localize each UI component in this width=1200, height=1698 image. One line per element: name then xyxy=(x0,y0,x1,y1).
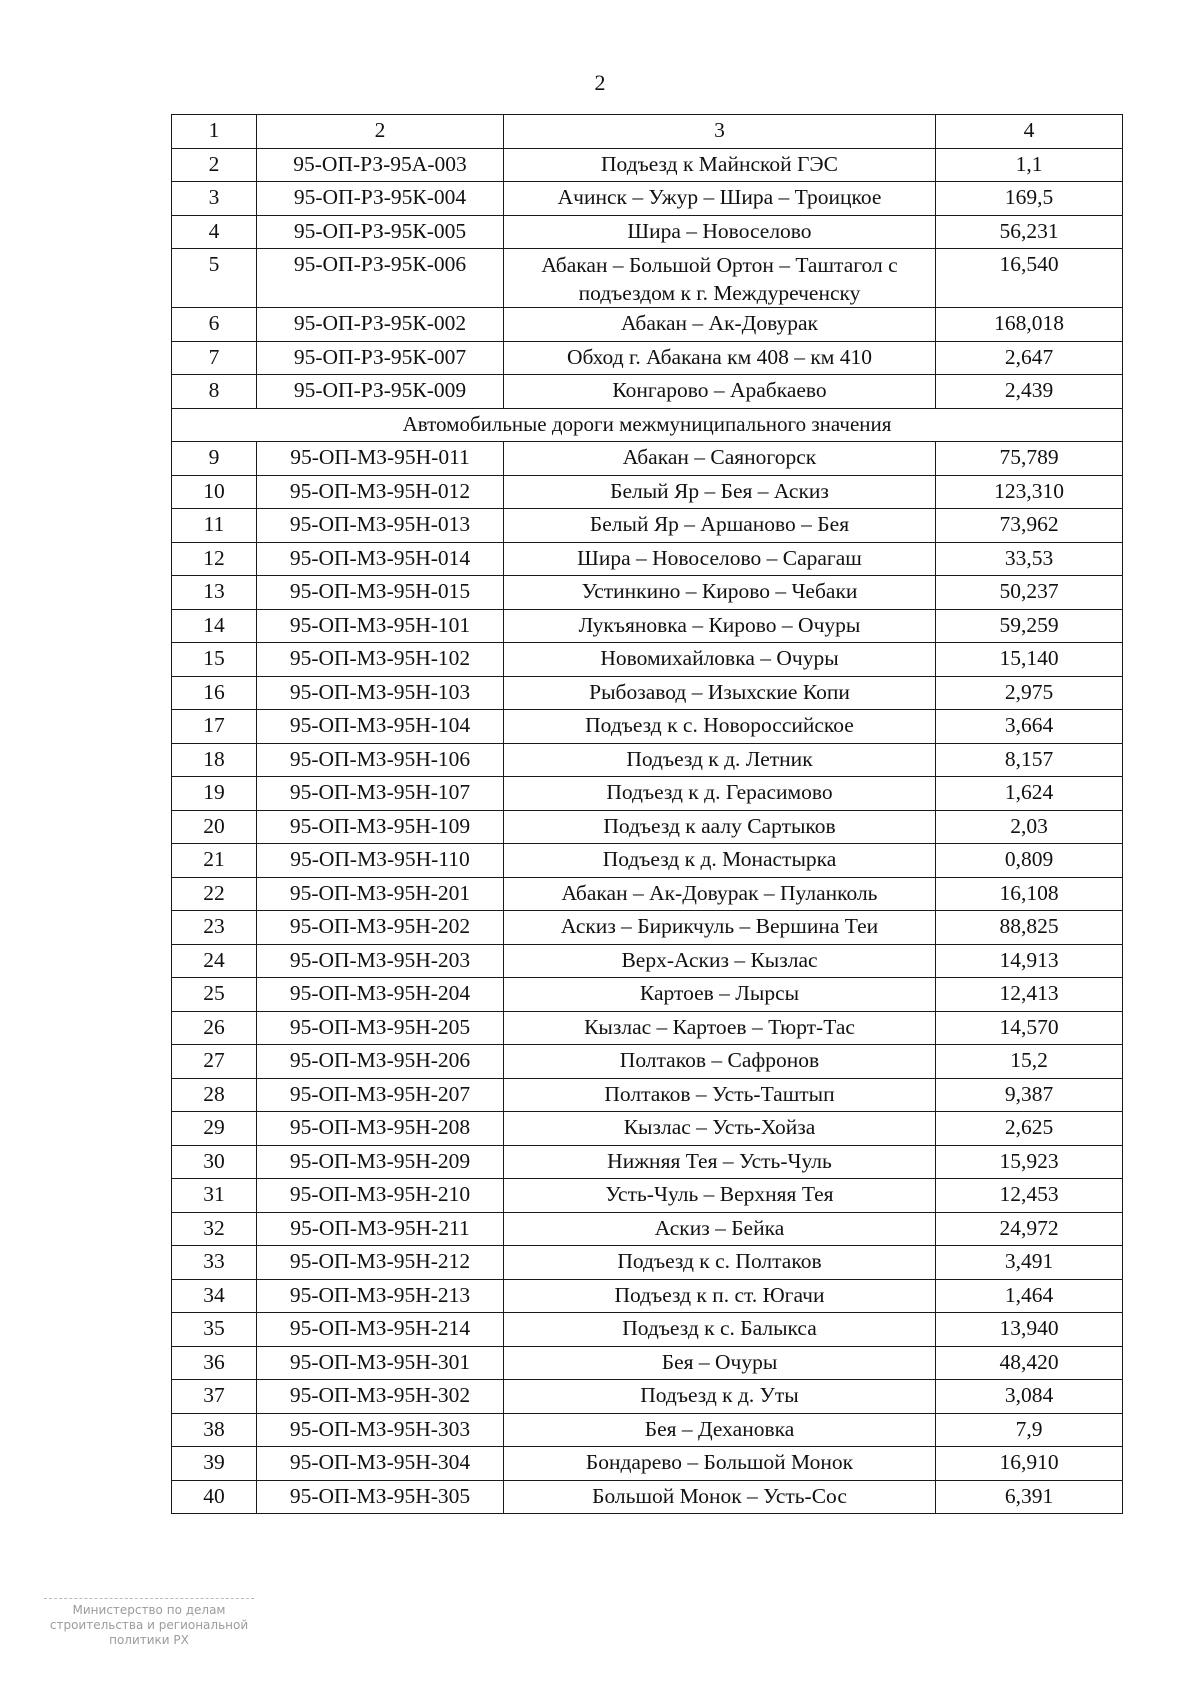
stamp-line: строительства и региональной xyxy=(49,1618,249,1632)
road-code-cell: 95-ОП-МЗ-95Н-102 xyxy=(257,643,504,677)
table-row xyxy=(172,375,1123,409)
row-number-cell: 30 xyxy=(172,1145,257,1179)
table-row xyxy=(172,475,1123,509)
road-code-cell: 95-ОП-МЗ-95Н-101 xyxy=(257,609,504,643)
table-row xyxy=(172,1346,1123,1380)
road-name-cell: Шира – Новоселово xyxy=(504,215,936,249)
length-cell: 15,140 xyxy=(936,643,1123,677)
row-number-cell: 6 xyxy=(172,308,257,342)
row-number-cell: 11 xyxy=(172,509,257,543)
table-row xyxy=(172,215,1123,249)
table-row xyxy=(172,1380,1123,1414)
length-cell: 56,231 xyxy=(936,215,1123,249)
road-code-cell: 95-ОП-МЗ-95Н-205 xyxy=(257,1011,504,1045)
road-code-cell: 95-ОП-МЗ-95Н-014 xyxy=(257,542,504,576)
length-cell: 16,540 xyxy=(936,249,1123,308)
road-name-cell: Бондарево – Большой Монок xyxy=(504,1447,936,1481)
road-name-cell: Лукъяновка – Кирово – Очуры xyxy=(504,609,936,643)
road-name-cell: Подъезд к Майнской ГЭС xyxy=(504,148,936,182)
road-code-cell: 95-ОП-РЗ-95К-007 xyxy=(257,341,504,375)
section-row xyxy=(172,408,1123,442)
ministry-stamp xyxy=(44,1598,254,1693)
road-code-cell: 95-ОП-МЗ-95Н-207 xyxy=(257,1078,504,1112)
table-row xyxy=(172,1011,1123,1045)
road-code-cell: 95-ОП-МЗ-95Н-302 xyxy=(257,1380,504,1414)
row-number-cell: 22 xyxy=(172,877,257,911)
table-row xyxy=(172,576,1123,610)
road-name-cell: Аскиз – Бейка xyxy=(504,1212,936,1246)
row-number-cell: 24 xyxy=(172,944,257,978)
stamp-line: Министерство по делам xyxy=(72,1603,226,1617)
length-cell: 75,789 xyxy=(936,442,1123,476)
road-name-cell: Кызлас – Усть-Хойза xyxy=(504,1112,936,1146)
table-row xyxy=(172,609,1123,643)
length-cell: 88,825 xyxy=(936,911,1123,945)
table-row xyxy=(172,743,1123,777)
table-row xyxy=(172,1112,1123,1146)
road-code-cell: 95-ОП-МЗ-95Н-211 xyxy=(257,1212,504,1246)
table-row xyxy=(172,1145,1123,1179)
table-row xyxy=(172,810,1123,844)
length-cell: 12,453 xyxy=(936,1179,1123,1213)
road-code-cell: 95-ОП-МЗ-95Н-011 xyxy=(257,442,504,476)
length-cell: 2,03 xyxy=(936,810,1123,844)
header-cell: 2 xyxy=(257,115,504,149)
row-number-cell: 39 xyxy=(172,1447,257,1481)
roads-table xyxy=(171,114,1123,1514)
row-number-cell: 40 xyxy=(172,1480,257,1514)
road-name-cell: Подъезд к с. Новороссийское xyxy=(504,710,936,744)
row-number-cell: 8 xyxy=(172,375,257,409)
road-name-cell: Подъезд к с. Полтаков xyxy=(504,1246,936,1280)
table-row xyxy=(172,1179,1123,1213)
road-code-cell: 95-ОП-МЗ-95Н-304 xyxy=(257,1447,504,1481)
row-number-cell: 15 xyxy=(172,643,257,677)
road-name-cell: Устинкино – Кирово – Чебаки xyxy=(504,576,936,610)
road-name-cell: Подъезд к аалу Сартыков xyxy=(504,810,936,844)
length-cell: 1,1 xyxy=(936,148,1123,182)
row-number-cell: 23 xyxy=(172,911,257,945)
road-code-cell: 95-ОП-МЗ-95Н-301 xyxy=(257,1346,504,1380)
header-cell: 4 xyxy=(936,115,1123,149)
length-cell: 3,084 xyxy=(936,1380,1123,1414)
road-name-cell: Абакан – Саяногорск xyxy=(504,442,936,476)
length-cell: 59,259 xyxy=(936,609,1123,643)
length-cell: 2,625 xyxy=(936,1112,1123,1146)
row-number-cell: 7 xyxy=(172,341,257,375)
road-code-cell: 95-ОП-РЗ-95К-004 xyxy=(257,182,504,216)
length-cell: 12,413 xyxy=(936,978,1123,1012)
road-code-cell: 95-ОП-МЗ-95Н-210 xyxy=(257,1179,504,1213)
length-cell: 50,237 xyxy=(936,576,1123,610)
table-row xyxy=(172,1078,1123,1112)
road-name-cell: Подъезд к д. Летник xyxy=(504,743,936,777)
length-cell: 6,391 xyxy=(936,1480,1123,1514)
table-row xyxy=(172,509,1123,543)
road-code-cell: 95-ОП-РЗ-95А-003 xyxy=(257,148,504,182)
length-cell: 169,5 xyxy=(936,182,1123,216)
length-cell: 15,2 xyxy=(936,1045,1123,1079)
row-number-cell: 19 xyxy=(172,777,257,811)
road-name-cell: Абакан – Большой Ортон – Таштагол с подъездом к г. Междуреченску xyxy=(504,249,936,308)
length-cell: 13,940 xyxy=(936,1313,1123,1347)
table-row xyxy=(172,1246,1123,1280)
row-number-cell: 16 xyxy=(172,676,257,710)
table-row xyxy=(172,341,1123,375)
length-cell: 2,647 xyxy=(936,341,1123,375)
road-code-cell: 95-ОП-РЗ-95К-006 xyxy=(257,249,504,308)
road-code-cell: 95-ОП-МЗ-95Н-109 xyxy=(257,810,504,844)
table-row xyxy=(172,944,1123,978)
road-name-cell: Полтаков – Усть-Таштып xyxy=(504,1078,936,1112)
table-row xyxy=(172,542,1123,576)
table-row xyxy=(172,877,1123,911)
length-cell: 16,108 xyxy=(936,877,1123,911)
road-code-cell: 95-ОП-МЗ-95Н-202 xyxy=(257,911,504,945)
row-number-cell: 32 xyxy=(172,1212,257,1246)
row-number-cell: 12 xyxy=(172,542,257,576)
table-row xyxy=(172,1447,1123,1481)
road-name-cell: Кызлас – Картоев – Тюрт-Тас xyxy=(504,1011,936,1045)
length-cell: 123,310 xyxy=(936,475,1123,509)
road-code-cell: 95-ОП-МЗ-95Н-203 xyxy=(257,944,504,978)
row-number-cell: 31 xyxy=(172,1179,257,1213)
road-code-cell: 95-ОП-МЗ-95Н-204 xyxy=(257,978,504,1012)
road-name-cell: Подъезд к д. Герасимово xyxy=(504,777,936,811)
table-row xyxy=(172,182,1123,216)
row-number-cell: 20 xyxy=(172,810,257,844)
length-cell: 15,923 xyxy=(936,1145,1123,1179)
table-row xyxy=(172,844,1123,878)
length-cell: 48,420 xyxy=(936,1346,1123,1380)
row-number-cell: 26 xyxy=(172,1011,257,1045)
road-name-cell: Подъезд к д. Монастырка xyxy=(504,844,936,878)
table-row xyxy=(172,308,1123,342)
road-code-cell: 95-ОП-МЗ-95Н-013 xyxy=(257,509,504,543)
road-code-cell: 95-ОП-МЗ-95Н-201 xyxy=(257,877,504,911)
length-cell: 73,962 xyxy=(936,509,1123,543)
row-number-cell: 35 xyxy=(172,1313,257,1347)
section-title: Автомобильные дороги межмуниципального значения xyxy=(172,408,1123,442)
road-code-cell: 95-ОП-МЗ-95Н-106 xyxy=(257,743,504,777)
road-name-cell: Шира – Новоселово – Сарагаш xyxy=(504,542,936,576)
table-row xyxy=(172,978,1123,1012)
header-cell: 1 xyxy=(172,115,257,149)
table-row xyxy=(172,1045,1123,1079)
road-name-cell: Полтаков – Сафронов xyxy=(504,1045,936,1079)
length-cell: 7,9 xyxy=(936,1413,1123,1447)
road-name-cell: Новомихайловка – Очуры xyxy=(504,643,936,677)
row-number-cell: 33 xyxy=(172,1246,257,1280)
road-code-cell: 95-ОП-МЗ-95Н-110 xyxy=(257,844,504,878)
road-name-cell: Бея – Очуры xyxy=(504,1346,936,1380)
table-row xyxy=(172,1413,1123,1447)
road-code-cell: 95-ОП-РЗ-95К-009 xyxy=(257,375,504,409)
length-cell: 0,809 xyxy=(936,844,1123,878)
row-number-cell: 9 xyxy=(172,442,257,476)
road-code-cell: 95-ОП-МЗ-95Н-104 xyxy=(257,710,504,744)
length-cell: 14,570 xyxy=(936,1011,1123,1045)
table-row xyxy=(172,676,1123,710)
road-code-cell: 95-ОП-МЗ-95Н-015 xyxy=(257,576,504,610)
road-code-cell: 95-ОП-МЗ-95Н-209 xyxy=(257,1145,504,1179)
row-number-cell: 27 xyxy=(172,1045,257,1079)
length-cell: 24,972 xyxy=(936,1212,1123,1246)
road-name-cell: Большой Монок – Усть-Сос xyxy=(504,1480,936,1514)
row-number-cell: 25 xyxy=(172,978,257,1012)
road-name-cell: Подъезд к с. Балыкса xyxy=(504,1313,936,1347)
length-cell: 14,913 xyxy=(936,944,1123,978)
road-code-cell: 95-ОП-МЗ-95Н-208 xyxy=(257,1112,504,1146)
road-name-cell: Конгарово – Арабкаево xyxy=(504,375,936,409)
row-number-cell: 38 xyxy=(172,1413,257,1447)
road-name-cell: Абакан – Ак-Довурак – Пуланколь xyxy=(504,877,936,911)
road-code-cell: 95-ОП-МЗ-95Н-303 xyxy=(257,1413,504,1447)
road-name-cell: Рыбозавод – Изыхские Копи xyxy=(504,676,936,710)
row-number-cell: 18 xyxy=(172,743,257,777)
table-row xyxy=(172,1313,1123,1347)
length-cell: 33,53 xyxy=(936,542,1123,576)
table-row xyxy=(172,249,1123,308)
row-number-cell: 4 xyxy=(172,215,257,249)
road-name-cell: Бея – Дехановка xyxy=(504,1413,936,1447)
road-code-cell: 95-ОП-МЗ-95Н-103 xyxy=(257,676,504,710)
row-number-cell: 21 xyxy=(172,844,257,878)
road-name-cell: Абакан – Ак-Довурак xyxy=(504,308,936,342)
length-cell: 2,439 xyxy=(936,375,1123,409)
road-name-cell: Ачинск – Ужур – Шира – Троицкое xyxy=(504,182,936,216)
length-cell: 3,664 xyxy=(936,710,1123,744)
road-name-cell: Белый Яр – Бея – Аскиз xyxy=(504,475,936,509)
stamp-border xyxy=(44,1598,254,1599)
row-number-cell: 2 xyxy=(172,148,257,182)
road-code-cell: 95-ОП-МЗ-95Н-305 xyxy=(257,1480,504,1514)
row-number-cell: 10 xyxy=(172,475,257,509)
row-number-cell: 34 xyxy=(172,1279,257,1313)
row-number-cell: 36 xyxy=(172,1346,257,1380)
table-row xyxy=(172,1212,1123,1246)
row-number-cell: 14 xyxy=(172,609,257,643)
table-row xyxy=(172,911,1123,945)
table-row xyxy=(172,1480,1123,1514)
row-number-cell: 29 xyxy=(172,1112,257,1146)
row-number-cell: 37 xyxy=(172,1380,257,1414)
length-cell: 1,464 xyxy=(936,1279,1123,1313)
length-cell: 168,018 xyxy=(936,308,1123,342)
table-row xyxy=(172,643,1123,677)
road-name-cell: Нижняя Тея – Усть-Чуль xyxy=(504,1145,936,1179)
table-row xyxy=(172,148,1123,182)
length-cell: 2,975 xyxy=(936,676,1123,710)
table-row xyxy=(172,710,1123,744)
table-row xyxy=(172,1279,1123,1313)
road-code-cell: 95-ОП-МЗ-95Н-214 xyxy=(257,1313,504,1347)
row-number-cell: 28 xyxy=(172,1078,257,1112)
row-number-cell: 5 xyxy=(172,249,257,308)
stamp-line: политики РХ xyxy=(109,1633,189,1647)
road-code-cell: 95-ОП-РЗ-95К-005 xyxy=(257,215,504,249)
road-code-cell: 95-ОП-МЗ-95Н-206 xyxy=(257,1045,504,1079)
road-name-cell: Подъезд к п. ст. Югачи xyxy=(504,1279,936,1313)
road-code-cell: 95-ОП-МЗ-95Н-107 xyxy=(257,777,504,811)
length-cell: 16,910 xyxy=(936,1447,1123,1481)
road-code-cell: 95-ОП-МЗ-95Н-213 xyxy=(257,1279,504,1313)
length-cell: 1,624 xyxy=(936,777,1123,811)
road-name-cell: Усть-Чуль – Верхняя Тея xyxy=(504,1179,936,1213)
road-code-cell: 95-ОП-РЗ-95К-002 xyxy=(257,308,504,342)
row-number-cell: 13 xyxy=(172,576,257,610)
row-number-cell: 17 xyxy=(172,710,257,744)
road-name-cell: Аскиз – Бирикчуль – Вершина Теи xyxy=(504,911,936,945)
length-cell: 3,491 xyxy=(936,1246,1123,1280)
table-row xyxy=(172,777,1123,811)
road-name-cell: Верх-Аскиз – Кызлас xyxy=(504,944,936,978)
road-name-cell: Обход г. Абакана км 408 – км 410 xyxy=(504,341,936,375)
length-cell: 9,387 xyxy=(936,1078,1123,1112)
roads-table-body xyxy=(172,115,1123,1514)
road-name-cell: Подъезд к д. Уты xyxy=(504,1380,936,1414)
road-name-cell: Белый Яр – Аршаново – Бея xyxy=(504,509,936,543)
row-number-cell: 3 xyxy=(172,182,257,216)
table-header-row xyxy=(172,115,1123,149)
road-code-cell: 95-ОП-МЗ-95Н-212 xyxy=(257,1246,504,1280)
road-code-cell: 95-ОП-МЗ-95Н-012 xyxy=(257,475,504,509)
table-row xyxy=(172,442,1123,476)
road-name-cell: Картоев – Лырсы xyxy=(504,978,936,1012)
length-cell: 8,157 xyxy=(936,743,1123,777)
page-number: 2 xyxy=(594,70,606,95)
header-cell: 3 xyxy=(504,115,936,149)
